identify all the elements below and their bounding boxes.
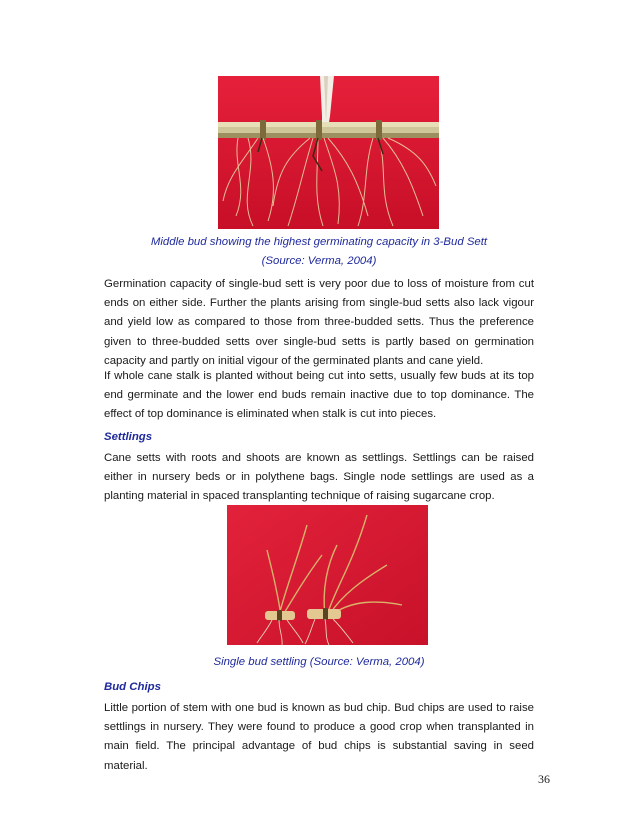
settlings-heading: Settlings bbox=[104, 431, 153, 443]
single-bud-settling-photo bbox=[227, 505, 428, 645]
bud-chips-paragraph: Little portion of stem with one bud is known as bud chip. Bud chips are used to raise settlings in nursery. They were found to produce a good crop when transplanted in main field. The principal advantage of bud chips is substantial saving in seed material. bbox=[104, 702, 534, 772]
single-bud-settling-illustration bbox=[227, 505, 428, 645]
page-number: 36 bbox=[538, 772, 550, 786]
settlings-paragraph: Cane setts with roots and shoots are known as settlings. Settlings can be raised either in nursery beds or in polythene bags. Single node settlings are used as a planting material in spaced transplanting technique of raising sugarcane crop. bbox=[104, 452, 534, 503]
three-bud-sett-photo bbox=[218, 76, 439, 229]
three-bud-sett-illustration bbox=[218, 76, 439, 229]
top-dominance-paragraph: If whole cane stalk is planted without being cut into setts, usually few buds at its top end germinate and the lower end buds remain inactive due to top dominance. The effect of top dominance is eliminated when stalk is cut into pieces. bbox=[104, 370, 534, 421]
germination-paragraph: Germination capacity of single-bud sett is very poor due to loss of moisture from cut ends on either side. Further the plants arising from single-bud setts also lack vigour and yield low as compared to those from three-budded setts. Thus the preference given to three-budded setts over single-bud setts is partly based on germination capacity and partly on initial vigour of the germinated plants and cane yield. bbox=[104, 278, 534, 367]
figure-2-caption: Single bud settling (Source: Verma, 2004) bbox=[213, 656, 425, 668]
figure-1-caption-line-2: (Source: Verma, 2004) bbox=[261, 255, 377, 267]
figure-1-caption-line-1: Middle bud showing the highest germinating capacity in 3-Bud Sett bbox=[150, 236, 488, 248]
bud-chips-heading: Bud Chips bbox=[104, 681, 161, 693]
